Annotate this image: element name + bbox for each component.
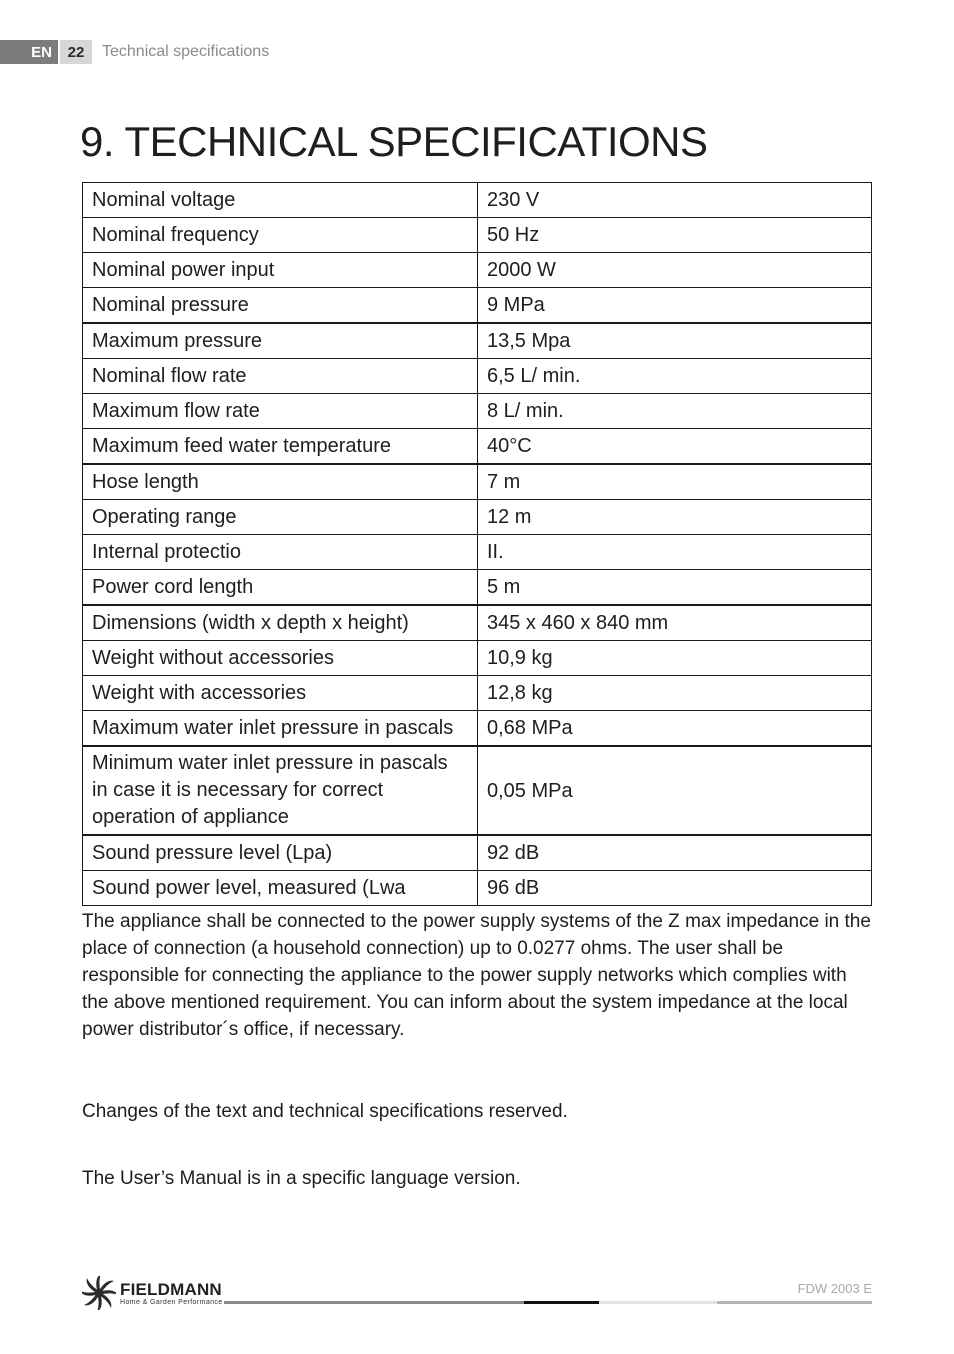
spec-value: 230 V <box>478 183 872 218</box>
spec-value: 0,68 MPa <box>478 711 872 747</box>
spec-value: 96 dB <box>478 871 872 906</box>
spec-row <box>83 605 872 641</box>
model-number: FDW 2003 E <box>797 1281 872 1296</box>
brand-logo <box>82 1276 223 1310</box>
spec-value: 7 m <box>478 464 872 500</box>
spec-label: Sound pressure level (Lpa) <box>83 835 478 871</box>
spec-row <box>83 641 872 676</box>
page-title: 9. TECHNICAL SPECIFICATIONS <box>80 118 708 165</box>
spec-row <box>83 835 872 871</box>
spec-label: Operating range <box>83 500 478 535</box>
footer-rule-light <box>599 1301 717 1304</box>
page-number: 22 <box>60 40 92 64</box>
brand-name: FIELDMANN <box>120 1279 222 1299</box>
spec-row <box>83 500 872 535</box>
spec-row <box>83 183 872 218</box>
spec-value: 2000 W <box>478 253 872 288</box>
brand-text <box>120 1281 223 1306</box>
spec-value: 12 m <box>478 500 872 535</box>
spec-value: 8 L/ min. <box>478 394 872 429</box>
spec-value: 10,9 kg <box>478 641 872 676</box>
spec-label: Weight with accessories <box>83 676 478 711</box>
section-name: Technical specifications <box>102 43 270 60</box>
spec-value: 92 dB <box>478 835 872 871</box>
spec-value: 13,5 Mpa <box>478 323 872 359</box>
brand-tagline: Home & Garden Performance <box>120 1298 223 1306</box>
footer-rule-mid <box>717 1301 872 1304</box>
spec-label: Nominal flow rate <box>83 359 478 394</box>
spec-label: Nominal power input <box>83 253 478 288</box>
spec-row <box>83 253 872 288</box>
spec-value: 6,5 L/ min. <box>478 359 872 394</box>
spec-row <box>83 288 872 324</box>
language-note: The User’s Manual is in a specific language version. <box>82 1168 521 1189</box>
specifications-table-body <box>83 183 872 906</box>
spec-row <box>83 711 872 747</box>
spec-value: II. <box>478 535 872 570</box>
spec-label: Nominal pressure <box>83 288 478 324</box>
spec-label: Maximum flow rate <box>83 394 478 429</box>
spec-label: Weight without accessories <box>83 641 478 676</box>
spec-label: Internal protectio <box>83 535 478 570</box>
spec-row <box>83 218 872 253</box>
footer-rule-dark <box>524 1301 599 1304</box>
spec-value: 5 m <box>478 570 872 606</box>
spec-value: 40°C <box>478 429 872 465</box>
page-header <box>0 40 269 64</box>
spec-label: Maximum feed water temperature <box>83 429 478 465</box>
impedance-note: The appliance shall be connected to the power supply systems of the Z max impedance in the place of connection (a household connection) up to 0.0277 ohms. The user shall be responsible for connecting the appliance to the power supply networks which complies with the above mentioned requirement. You can inform about the system impedance at the local power distributor´s office, if necessary. <box>82 911 871 1040</box>
spec-row <box>83 746 872 835</box>
spec-row <box>83 535 872 570</box>
spec-row <box>83 323 872 359</box>
spec-value: 12,8 kg <box>478 676 872 711</box>
spec-value: 0,05 MPa <box>478 746 872 835</box>
changes-note: Changes of the text and technical specifications reserved. <box>82 1101 568 1122</box>
spec-label: Hose length <box>83 464 478 500</box>
spec-label: Power cord length <box>83 570 478 606</box>
spec-label: Nominal frequency <box>83 218 478 253</box>
spec-label: Minimum water inlet pressure in pascals in case it is necessary for correct operation of appliance <box>83 746 478 835</box>
spec-row <box>83 394 872 429</box>
spec-label: Dimensions (width x depth x height) <box>83 605 478 641</box>
spec-row <box>83 871 872 906</box>
language-tag: EN <box>0 40 58 64</box>
spec-value: 50 Hz <box>478 218 872 253</box>
spec-value: 9 MPa <box>478 288 872 324</box>
spec-row <box>83 429 872 465</box>
spec-label: Sound power level, measured (Lwa <box>83 871 478 906</box>
spec-row <box>83 570 872 606</box>
spec-label: Maximum water inlet pressure in pascals <box>83 711 478 747</box>
spec-label: Maximum pressure <box>83 323 478 359</box>
footer-rule-grey <box>224 1301 524 1304</box>
spec-label: Nominal voltage <box>83 183 478 218</box>
specifications-table <box>82 182 872 906</box>
fan-logo-icon <box>82 1276 116 1310</box>
spec-row <box>83 464 872 500</box>
spec-value: 345 x 460 x 840 mm <box>478 605 872 641</box>
spec-row <box>83 359 872 394</box>
spec-row <box>83 676 872 711</box>
